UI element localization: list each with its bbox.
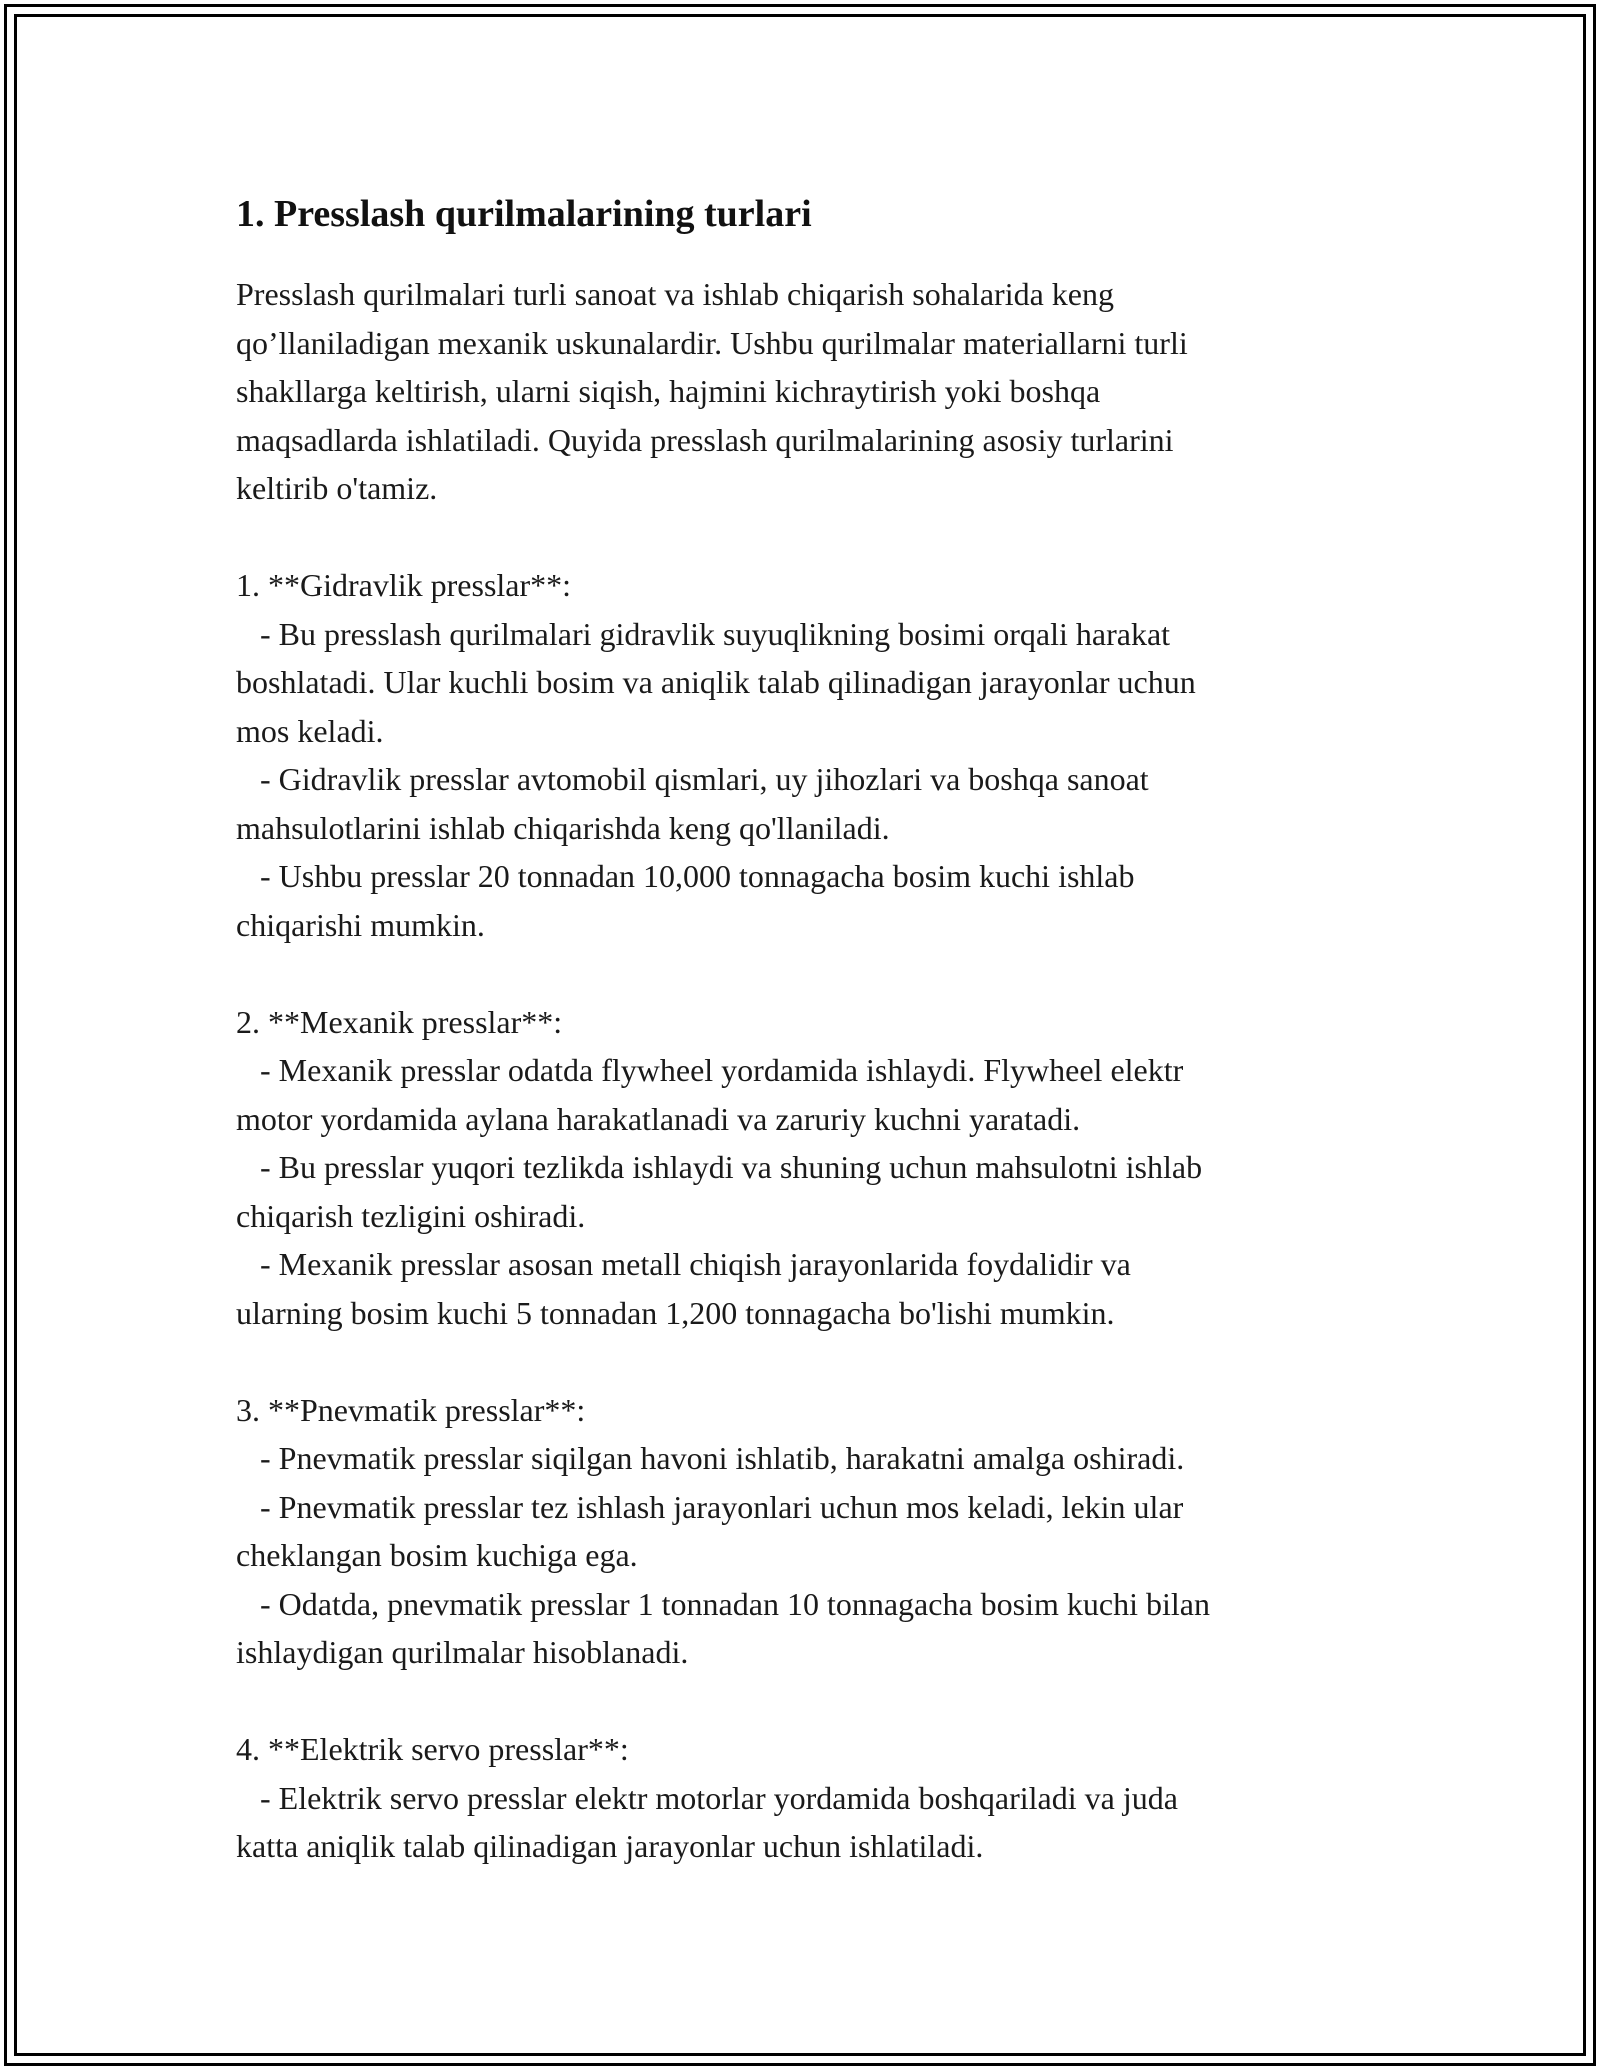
section-heading: 3. **Pnevmatik presslar**:: [236, 1391, 586, 1428]
section-elektrik-servo-presslar: [236, 1725, 1376, 1871]
intro-paragraph: Presslash qurilmalari turli sanoat va ishlab chiqarish sohalarida keng qo’llaniladigan mexanik uskunalardir. Ushbu qurilmalar materiallarni turli shakllarga keltirish, ularni siqish, hajmini kichraytirish yoki boshqa maqsadlarda ishlatiladi. Quyida presslash qurilmalarining asosiy turlarini keltirib o'tamiz.: [236, 276, 1188, 506]
list-item: - Ushbu presslar 20 tonnadan 10,000 tonnagacha bosim kuchi ishlab chiqarishi mumkin.: [236, 858, 1135, 943]
paragraph-gap: [236, 1337, 1376, 1386]
section-heading: 4. **Elektrik servo presslar**:: [236, 1731, 629, 1767]
paragraph-gap: [236, 949, 1376, 998]
section-pnevmatik-presslar: [236, 1386, 1376, 1677]
list-item: - Odatda, pnevmatik presslar 1 tonnadan 10 tonnagacha bosim kuchi bilan ishlaydigan qurilmalar hisoblanadi.: [236, 1585, 1210, 1670]
paragraph-gap: [236, 513, 1376, 562]
document-body: [236, 186, 1376, 1871]
list-item: - Bu presslar yuqori tezlikda ishlaydi va shuning uchun mahsulotni ishlab chiqarish tezligini oshiradi.: [236, 1149, 1203, 1234]
list-item: - Mexanik presslar odatda flywheel yordamida ishlaydi. Flywheel elektr motor yordamida aylana harakatlanadi va zaruriy kuchni yaratadi.: [236, 1052, 1184, 1137]
section-heading: 2. **Mexanik presslar**:: [236, 1003, 563, 1040]
section-mexanik-presslar: [236, 998, 1376, 1338]
list-item: - Bu presslash qurilmalari gidravlik suyuqlikning bosimi orqali harakat boshlatadi. Ular kuchli bosim va aniqlik talab qilinadigan jarayonlar uchun mos keladi.: [236, 615, 1196, 749]
list-item: - Pnevmatik presslar siqilgan havoni ishlatib, harakatni amalga oshiradi.: [236, 1440, 1185, 1476]
section-gidravlik-presslar: [236, 561, 1376, 949]
list-item: - Mexanik presslar asosan metall chiqish jarayonlarida foydalidir va ularning bosim kuchi 5 tonnadan 1,200 tonnagacha bo'lishi mumkin.: [236, 1246, 1131, 1331]
document-title: 1. Presslash qurilmalarining turlari: [236, 193, 812, 235]
list-item: - Elektrik servo presslar elektr motorlar yordamida boshqariladi va juda katta aniqlik talab qilinadigan jarayonlar uchun ishlatiladi.: [236, 1779, 1178, 1864]
list-item: - Gidravlik presslar avtomobil qismlari, uy jihozlari va boshqa sanoat mahsulotlarini ishlab chiqarishda keng qo'llaniladi.: [236, 761, 1149, 846]
paragraph-gap: [236, 1677, 1376, 1726]
list-item: - Pnevmatik presslar tez ishlash jarayonlari uchun mos keladi, lekin ular cheklangan bosim kuchiga ega.: [236, 1488, 1184, 1573]
section-heading: 1. **Gidravlik presslar**:: [236, 567, 572, 603]
